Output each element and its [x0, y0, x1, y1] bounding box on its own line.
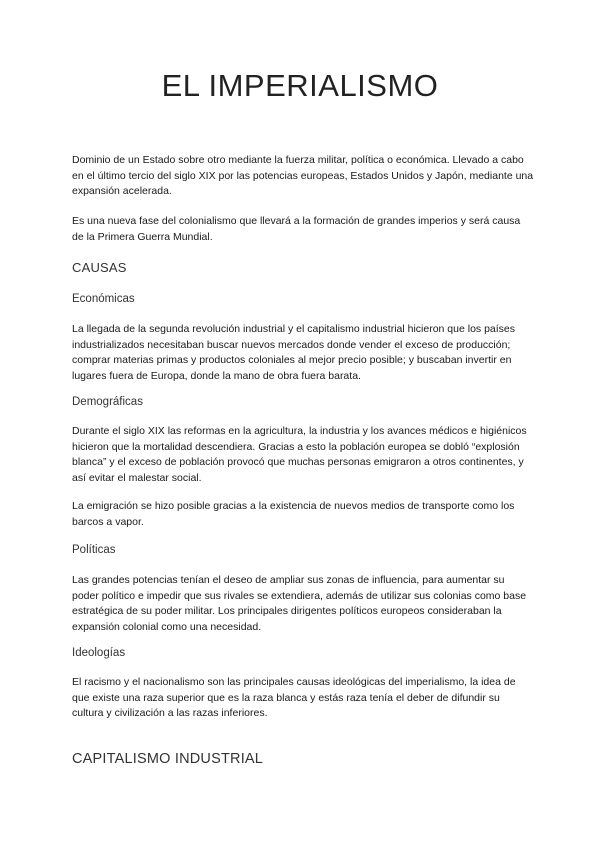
ideologias-paragraph: El racismo y el nacionalismo son las principales causas ideológicas del imperialismo, la idea de que existe una raza superior que es la raza blanca y estás raza tenía el deber de difundir su cultura y civilización a las razas inferiores.	[72, 676, 516, 720]
page-title: EL IMPERIALISMO	[161, 68, 439, 103]
intro-paragraph: Dominio de un Estado sobre otro mediante la fuerza militar, política o económica. Llevado a cabo en el último tercio del siglo XIX por las potencias europeas, Estados Unidos y Japón, mediante una expansión acelerada.	[72, 154, 534, 198]
economicas-paragraph: La llegada de la segunda revolución industrial y el capitalismo industrial hicieron que los países industrializados necesitaban buscar nuevos mercados donde vender el exceso de producción; comprar materias primas y productos coloniales al mejor precio posible; y buscaban invertir en lugares fuera de Europa, donde la mano de obra fuera barata.	[72, 323, 516, 382]
demograficas-paragraph: Durante el siglo XIX las reformas en la agricultura, la industria y los avances médicos e higiénicos hicieron que la mortalidad descendiera. Gracias a esto la población europea se dobló “explosión blanca” y el exceso de población provocó que muchas personas emigraron a otros continentes, y así evitar el malestar social.	[72, 425, 527, 484]
subsection-heading-demograficas: Demográficas	[72, 396, 143, 408]
subsection-heading-ideologias: Ideologías	[72, 647, 126, 659]
section-heading-causas: CAUSAS	[72, 260, 127, 275]
section-heading-capitalismo-industrial: CAPITALISMO INDUSTRIAL	[72, 751, 264, 767]
politicas-paragraph: Las grandes potencias tenían el deseo de ampliar sus zonas de influencia, para aumentar su poder político e impedir que sus rivales se extendiera, además de utilizar sus colonias como base estratégica de su poder militar. Los principales dirigentes políticos europeos consideraban la expansión colonial como una necesidad.	[72, 574, 527, 633]
demograficas-paragraph: La emigración se hizo posible gracias a la existencia de nuevos medios de transporte como los barcos a vapor.	[72, 500, 515, 528]
intro-paragraph: Es una nueva fase del colonialismo que llevará a la formación de grandes imperios y será causa de la Primera Guerra Mundial.	[72, 215, 521, 243]
subsection-heading-economicas: Económicas	[72, 293, 135, 305]
subsection-heading-politicas: Políticas	[72, 544, 116, 556]
